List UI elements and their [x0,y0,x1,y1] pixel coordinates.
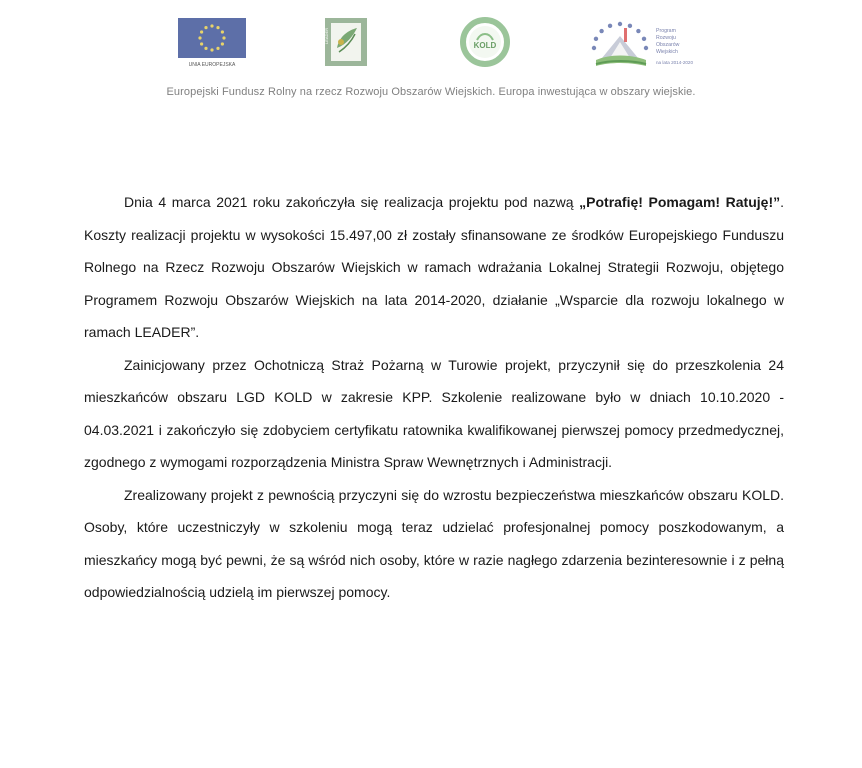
prow-line-2: Rozwoju [656,35,676,41]
funding-caption: Europejski Fundusz Rolny na rzecz Rozwoju Obszarów Wiejskich. Europa inwestująca w obszary wiejskie. [166,86,696,98]
paragraph-1-start: Dnia 4 marca 2021 roku zakończyła się realizacja projektu pod nazwą [124,194,580,210]
eu-star [216,47,219,50]
paragraph-1-end: . Koszty realizacji projektu w wysokości 15.497,00 zł zostały sfinansowane ze środków Europejskiego Funduszu Rolnego na Rzecz Rozwoju Obszarów Wiejskich w ramach wdrażania Lokalnej Strategii Rozwoju, objętego Programem Rozwoju Obszarów Wiejskich na lata 2014-2020, działanie „Wsparcie dla rozwoju lokalnego w ramach LEADER”. [84,194,784,340]
paragraph-2: Zainicjowany przez Ochotniczą Straż Pożarną w Turowie projekt, przyczynił się do przeszkolenia 24 mieszkańców obszaru LGD KOLD w zakresie KPP. Szkolenie realizowane było w dniach 10.10.2020 - 04.03.2021 i zakończyło się zdobyciem certyfikatu ratownika kwalifikowanej pierwszej pomocy przedmedycznej, zgodnego z wymogami rozporządzenia Ministra Spraw Wewnętrznych i Administracji. [84,356,784,470]
prow-star [642,37,646,41]
prow-star [618,22,622,26]
project-name: „Potrafię! Pomagam! Ratuję!” [579,194,781,210]
leader-caption: LEADER [324,27,329,44]
prow-star [594,37,598,41]
eu-star [204,26,207,29]
eu-flag-icon [178,18,246,68]
eu-star [204,47,207,50]
paragraph-1 [84,186,784,349]
eu-star [198,36,201,39]
prow-star [636,29,640,33]
leader-logo-icon [325,18,367,66]
prow-star [628,24,632,28]
eu-star [222,36,225,39]
eu-star [210,24,213,27]
prow-logo-icon [580,18,710,70]
eu-star [216,26,219,29]
eu-star [200,30,203,33]
prow-star [608,24,612,28]
paragraph-3: Zrealizowany projekt z pewnością przyczyni się do wzrostu bezpieczeństwa mieszkańców obszaru KOLD. Osoby, które uczestniczyły w szkoleniu mogą teraz udzielać profesjonalnej pomocy poszkodowanym, a mieszkańcy mogą być pewni, że są wśród nich osoby, które w razie nagłego zdarzenia bezinteresownie i z pełną odpowiedzialnością udzielą im pierwszej pomocy. [84,486,784,600]
prow-line-4: Wiejskich [656,49,678,55]
article-body [84,186,784,609]
kold-logo-icon [457,18,513,68]
eu-star [200,42,203,45]
prow-line-5: na lata 2014-2020 [656,60,694,65]
kold-caption: KOLD [473,41,497,50]
prow-line-1: Program [656,28,676,34]
eu-star [210,48,213,51]
prow-line-3: Obszarów [656,42,680,48]
eu-star [221,42,224,45]
eu-star [221,30,224,33]
prow-star [592,46,596,50]
prow-star [599,29,603,33]
eu-caption: UNIA EUROPEJSKA [188,62,236,68]
logo-bar [0,18,862,73]
prow-star [644,46,648,50]
